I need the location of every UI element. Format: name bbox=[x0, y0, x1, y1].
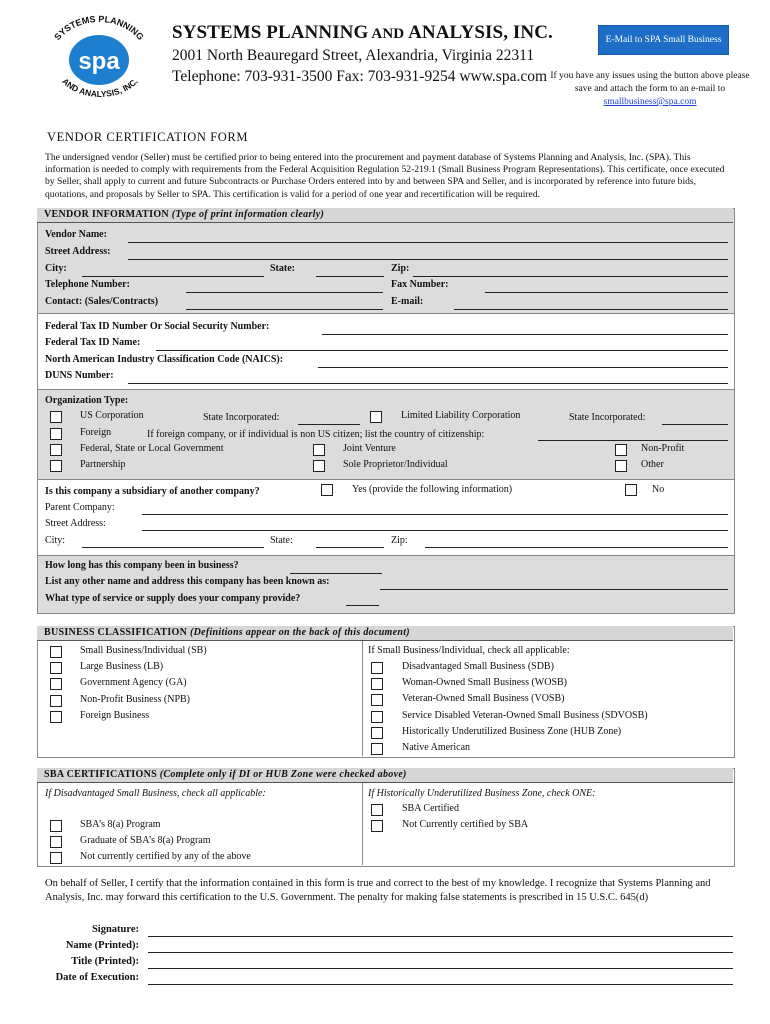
hubzone-option-checkbox[interactable] bbox=[371, 820, 383, 832]
vendor-name-label: Vendor Name: bbox=[45, 229, 107, 240]
other-name-field[interactable] bbox=[380, 589, 728, 590]
tax-name-field[interactable] bbox=[156, 350, 728, 351]
government-label: Federal, State or Local Government bbox=[80, 443, 224, 454]
subsidiary-no-checkbox[interactable] bbox=[625, 484, 637, 496]
business-class-checkbox[interactable] bbox=[50, 678, 62, 690]
disadvantaged-option-checkbox[interactable] bbox=[50, 852, 62, 864]
small-business-type-label: Veteran-Owned Small Business (VOSB) bbox=[402, 693, 565, 705]
org-type-label: Organization Type: bbox=[45, 395, 129, 406]
llc-checkbox[interactable] bbox=[370, 411, 382, 423]
us-corporation-label: US Corporation bbox=[80, 410, 144, 421]
naics-label: North American Industry Classification Code (NAICS): bbox=[45, 354, 284, 365]
parent-state-field[interactable] bbox=[316, 547, 384, 548]
street-address-field[interactable] bbox=[128, 259, 728, 260]
zip-label: Zip: bbox=[391, 263, 410, 274]
parent-city-label: City: bbox=[45, 535, 66, 546]
logo-bottom-text: AND ANALYSIS, INC. bbox=[60, 76, 140, 100]
service-label: What type of service or supply does your company provide? bbox=[45, 593, 301, 604]
city-label: City: bbox=[45, 263, 67, 274]
signature-label: Signature: bbox=[91, 924, 139, 935]
state-label: State: bbox=[270, 263, 295, 274]
disadvantaged-option-label: Graduate of SBA’s 8(a) Program bbox=[80, 835, 211, 846]
business-class-label: Large Business (LB) bbox=[80, 661, 164, 673]
sole-proprietor-checkbox[interactable] bbox=[313, 460, 325, 472]
tax-id-field[interactable] bbox=[322, 334, 728, 335]
business-classification-header: BUSINESS CLASSIFICATION (Definitions appear on the back of this document) bbox=[37, 626, 733, 641]
sba-divider bbox=[362, 783, 363, 865]
date-execution-field[interactable] bbox=[148, 984, 733, 985]
email-note: If you have any issues using the button above please save and attach the form to an e-mail to smallbusiness@spa.com bbox=[550, 71, 750, 107]
small-business-type-checkbox[interactable] bbox=[371, 727, 383, 739]
name-printed-label: Name (Printed): bbox=[65, 940, 139, 951]
small-business-type-label: Historically Underutilized Business Zone (HUB Zone) bbox=[402, 725, 622, 737]
disadvantaged-option-label: Not currently certified by any of the above bbox=[80, 851, 251, 862]
business-class-checkbox[interactable] bbox=[50, 662, 62, 674]
service-field[interactable] bbox=[346, 605, 379, 606]
certification-statement: On behalf of Seller, I certify that the information contained in this form is true and correct to the best of my knowledge. I recognize that Systems Planning and Analysis, Inc. may forward this certification to the U.S. Government. The penalty for making false statements is prescribed in 15 U.S.C. 645(d) bbox=[45, 878, 711, 903]
foreign-note-label: If foreign company, or if individual is non US citizen; list the country of citizenship: bbox=[147, 429, 485, 440]
small-business-email-link[interactable]: smallbusiness@spa.com bbox=[603, 97, 697, 107]
fax-label: Fax Number: bbox=[391, 279, 449, 290]
telephone-label: Telephone Number: bbox=[45, 279, 130, 290]
small-business-type-checkbox[interactable] bbox=[371, 678, 383, 690]
state-incorporated-label: State Incorporated: bbox=[203, 412, 280, 423]
small-business-type-checkbox[interactable] bbox=[371, 662, 383, 674]
subsidiary-yes-checkbox[interactable] bbox=[321, 484, 333, 496]
small-business-title: If Small Business/Individual, check all applicable: bbox=[368, 645, 570, 656]
small-business-type-checkbox[interactable] bbox=[371, 711, 383, 723]
parent-street-label: Street Address: bbox=[45, 518, 106, 529]
form-title: VENDOR CERTIFICATION FORM bbox=[47, 130, 249, 144]
business-class-checkbox[interactable] bbox=[50, 646, 62, 658]
street-address-label: Street Address: bbox=[45, 246, 111, 257]
subsidiary-question: Is this company a subsidiary of another company? bbox=[45, 486, 260, 497]
business-class-label: Non-Profit Business (NPB) bbox=[80, 693, 191, 705]
parent-zip-label: Zip: bbox=[391, 535, 408, 546]
hubzone-option-checkbox[interactable] bbox=[371, 804, 383, 816]
other-org-checkbox[interactable] bbox=[615, 460, 627, 472]
naics-field[interactable] bbox=[318, 367, 728, 368]
vendor-name-field[interactable] bbox=[128, 242, 728, 243]
government-checkbox[interactable] bbox=[50, 444, 62, 456]
partnership-label: Partnership bbox=[80, 459, 126, 470]
disadvantaged-option-checkbox[interactable] bbox=[50, 820, 62, 832]
logo-mid-text: spa bbox=[78, 48, 120, 75]
business-class-checkbox[interactable] bbox=[50, 695, 62, 707]
small-business-type-checkbox[interactable] bbox=[371, 694, 383, 706]
sole-proprietor-label: Sole Proprietor/Individual bbox=[343, 459, 448, 470]
email-field[interactable] bbox=[454, 309, 728, 310]
disadvantaged-option-label: SBA’s 8(a) Program bbox=[80, 819, 161, 830]
state-incorporated-field[interactable] bbox=[298, 424, 360, 425]
subsidiary-no-label: No bbox=[652, 484, 665, 495]
llc-state-incorporated-field[interactable] bbox=[662, 424, 728, 425]
contact-field[interactable] bbox=[186, 309, 383, 310]
vendor-info-header: VENDOR INFORMATION (Type of print information clearly) bbox=[37, 208, 733, 223]
spa-logo bbox=[37, 12, 161, 100]
contact-label: Contact: (Sales/Contracts) bbox=[45, 296, 159, 307]
business-class-label: Government Agency (GA) bbox=[80, 677, 187, 689]
partnership-checkbox[interactable] bbox=[50, 460, 62, 472]
duns-label: DUNS Number: bbox=[45, 370, 114, 381]
llc-label: Limited Liability Corporation bbox=[401, 410, 521, 421]
intro-paragraph: The undersigned vendor (Seller) must be certified prior to being entered into the procurement and payment database of Systems Planning and Analysis, Inc. (SPA). This information is needed to comply with requirements from the Federal Acquisition Regulation 52-219.1 (Small Business Program Representations). This certificate, once executed by Seller, shall apply to current and future Subcontracts or Purchase Orders entered into by and between SPA and Seller, and is incorporated by reference into future bids, quotations, and proposals by Seller to SPA. This certification is valid for a period of one year and recertification will be required. bbox=[45, 152, 725, 200]
other-name-label: List any other name and address this company has been known as: bbox=[45, 576, 330, 587]
name-printed-field[interactable] bbox=[148, 952, 733, 953]
tax-id-label: Federal Tax ID Number Or Social Security Number: bbox=[45, 321, 270, 332]
business-divider bbox=[362, 641, 363, 756]
tax-name-label: Federal Tax ID Name: bbox=[45, 337, 141, 348]
non-profit-checkbox[interactable] bbox=[615, 444, 627, 456]
duns-field[interactable] bbox=[128, 383, 728, 384]
disadvantaged-option-checkbox[interactable] bbox=[50, 836, 62, 848]
small-business-type-label: Disadvantaged Small Business (SDB) bbox=[402, 661, 554, 672]
state-field[interactable] bbox=[316, 276, 384, 277]
parent-city-field[interactable] bbox=[82, 547, 264, 548]
hubzone-option-label: SBA Certified bbox=[402, 803, 459, 814]
citizenship-field[interactable] bbox=[538, 440, 728, 441]
subsidiary-yes-label: Yes (provide the following information) bbox=[352, 484, 513, 495]
company-name: SYSTEMS PLANNING AND ANALYSIS, INC. bbox=[172, 22, 553, 43]
email-label: E-mail: bbox=[391, 296, 424, 307]
small-business-type-checkbox[interactable] bbox=[371, 743, 383, 755]
joint-venture-label: Joint Venture bbox=[343, 443, 396, 454]
zip-field[interactable] bbox=[413, 276, 728, 277]
llc-state-incorporated-label: State Incorporated: bbox=[569, 412, 646, 423]
parent-state-label: State: bbox=[270, 535, 293, 546]
small-business-type-label: Woman-Owned Small Business (WOSB) bbox=[402, 677, 568, 689]
parent-company-label: Parent Company: bbox=[45, 502, 115, 513]
small-business-type-label: Service Disabled Veteran-Owned Small Business (SDVOSB) bbox=[402, 709, 648, 721]
sba-header: SBA CERTIFICATIONS (Complete only if DI or HUB Zone were checked above) bbox=[37, 768, 733, 783]
signature-field[interactable] bbox=[148, 936, 733, 937]
parent-company-field[interactable] bbox=[142, 514, 728, 515]
foreign-label: Foreign bbox=[80, 427, 112, 438]
business-class-checkbox[interactable] bbox=[50, 711, 62, 723]
telephone-field[interactable] bbox=[186, 292, 383, 293]
small-business-type-label: Native American bbox=[402, 742, 471, 753]
parent-street-field[interactable] bbox=[142, 530, 728, 531]
business-class-label: Foreign Business bbox=[80, 709, 150, 721]
fax-field[interactable] bbox=[485, 292, 728, 293]
date-execution-label: Date of Execution: bbox=[55, 972, 139, 983]
company-address: 2001 North Beauregard Street, Alexandria, Virginia 22311 bbox=[172, 47, 535, 64]
title-printed-field[interactable] bbox=[148, 968, 733, 969]
us-corporation-checkbox[interactable] bbox=[50, 411, 62, 423]
joint-venture-checkbox[interactable] bbox=[313, 444, 325, 456]
parent-zip-field[interactable] bbox=[425, 547, 728, 548]
logo-top-text: SYSTEMS PLANNING bbox=[52, 13, 146, 43]
non-profit-label: Non-Profit bbox=[641, 443, 685, 454]
title-printed-label: Title (Printed): bbox=[71, 956, 139, 967]
how-long-field[interactable] bbox=[290, 573, 382, 574]
disadvantaged-title: If Disadvantaged Small Business, check all applicable: bbox=[45, 788, 266, 799]
city-field[interactable] bbox=[82, 276, 264, 277]
other-org-label: Other bbox=[641, 459, 664, 470]
email-small-business-button[interactable]: E-Mail to SPA Small Business bbox=[598, 25, 729, 55]
company-phone-line: Telephone: 703-931-3500 Fax: 703-931-9254 www.spa.com bbox=[172, 68, 548, 85]
hubzone-option-label: Not Currently certified by SBA bbox=[402, 819, 529, 830]
hubzone-title: If Historically Underutilized Business Zone, check ONE: bbox=[368, 788, 596, 799]
foreign-checkbox[interactable] bbox=[50, 428, 62, 440]
how-long-label: How long has this company been in business? bbox=[45, 560, 239, 571]
business-class-label: Small Business/Individual (SB) bbox=[80, 645, 207, 656]
